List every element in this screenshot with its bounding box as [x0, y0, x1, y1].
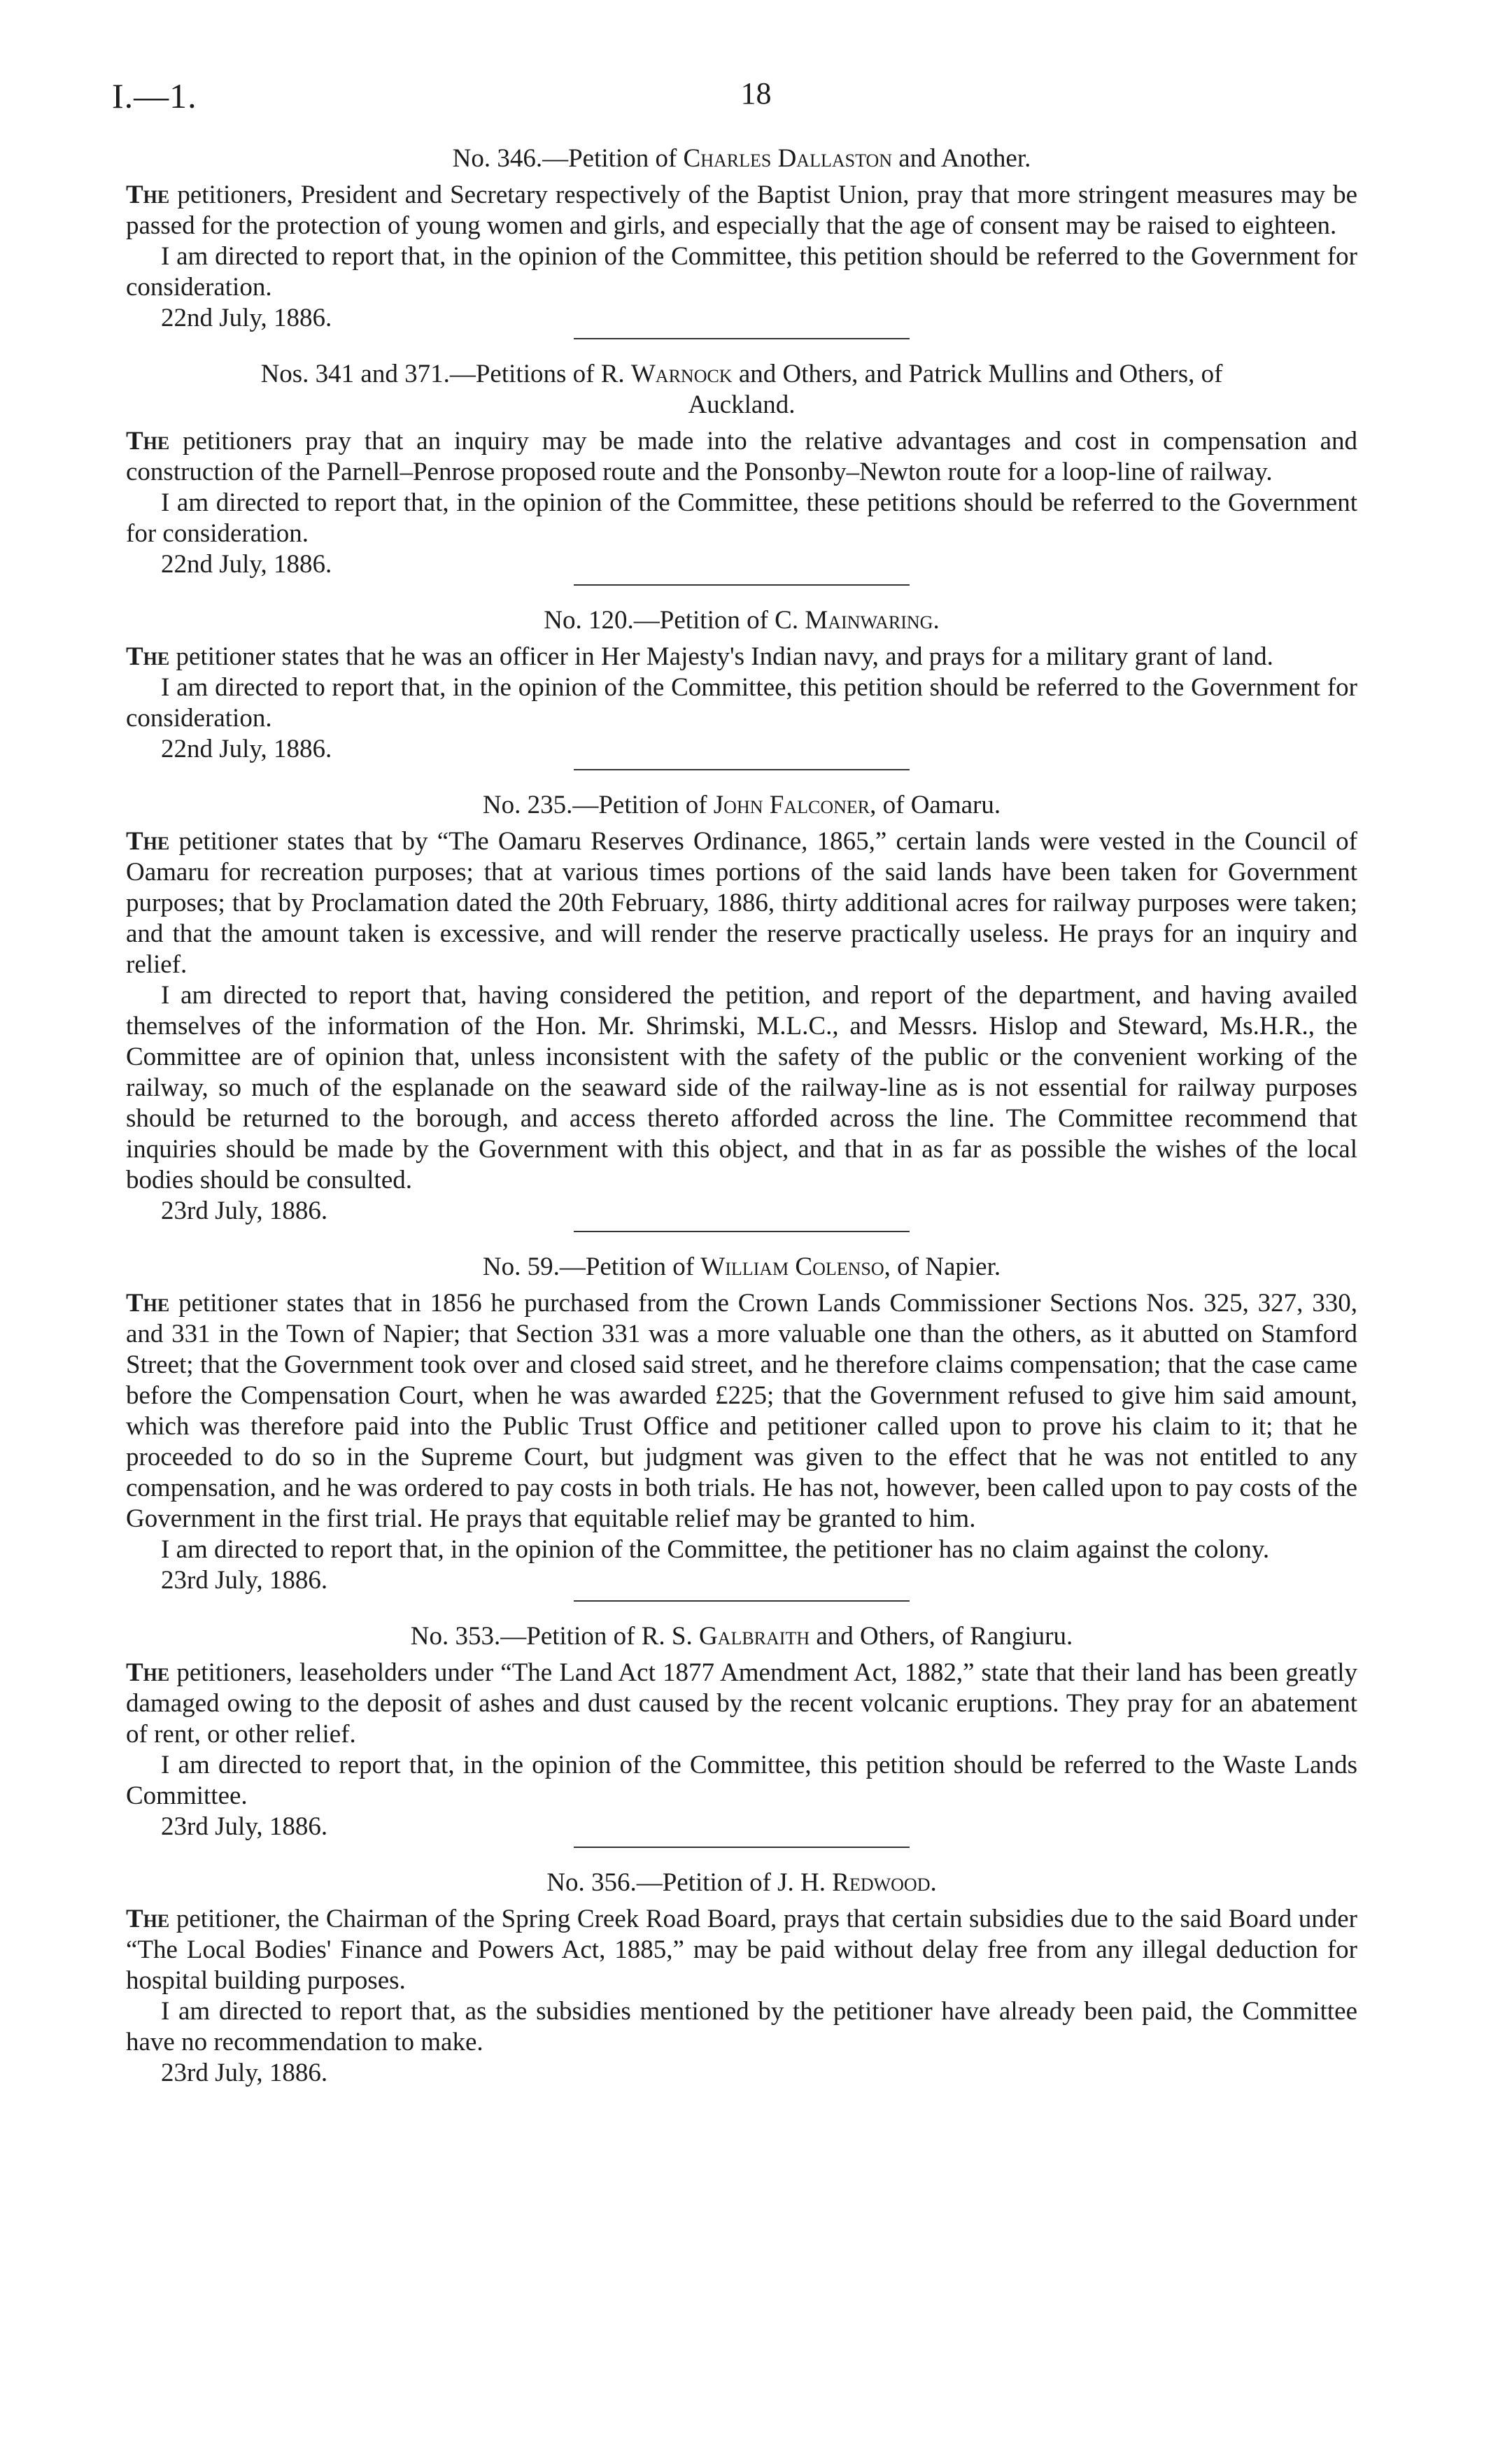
heading-line2: Auckland. [688, 390, 796, 419]
petition-entry [126, 1621, 1357, 1848]
statement-text: petitioner states that he was an officer in Her Majesty's Indian navy, and prays for a military grant of land. [169, 642, 1273, 671]
heading-prefix: No. 353.—Petition of R. S. [410, 1622, 699, 1651]
statement-text: petitioners, leaseholders under “The Land Act 1877 Amendment Act, 1882,” state that their land has been greatly damaged owing to the deposit of ashes and dust caused by the recent volcanic eruptions. They pray for an abatement of rent, or other relief. [126, 1658, 1357, 1749]
petition-entry [126, 143, 1357, 339]
committee-report: I am directed to report that, as the subsidies mentioned by the petitioner have already been paid, the Committee have no recommendation to make. [126, 1997, 1357, 2056]
petitions-body [126, 143, 1357, 2089]
heading-prefix: Nos. 341 and 371.—Petitions of R. [260, 360, 631, 388]
petition-entry [126, 359, 1357, 586]
page-number: 18 [740, 76, 772, 111]
petition-entry [126, 1252, 1357, 1602]
report-date: 23rd July, 1886. [161, 1566, 328, 1595]
lead-word: The [126, 181, 170, 209]
petition-statement [126, 1904, 1357, 1996]
petition-heading [126, 790, 1357, 821]
heading-prefix: No. 235.—Petition of [482, 791, 714, 819]
petition-statement [126, 1288, 1357, 1534]
petition-statement [126, 826, 1357, 980]
statement-text: petitioners, President and Secretary respectively of the Baptist Union, pray that more stringent measures may be passed for the protection of young women and girls, and especially that the age of consent may be raised to eighteen. [126, 181, 1357, 240]
report-date: 23rd July, 1886. [161, 2059, 328, 2087]
petition-entry [126, 605, 1357, 770]
lead-word: The [126, 1905, 170, 1933]
petitioner-name: Warnock [630, 360, 733, 388]
section-divider [574, 1231, 910, 1232]
committee-report: I am directed to report that, having considered the petition, and report of the department, and having availed themselves of the information of the Hon. Mr. Shrimski, M.L.C., and Messrs. Hislop and Steward, Ms.H.R., the Committee are of opinion that, unless inconsistent with the safety of the public or the convenient working of the railway, so much of the esplanade on the seaward side of the railway-line as is not essential for railway purposes should be returned to the borough, and access thereto afforded across the line. The Committee recommend that inquiries should be made by the Government with this object, and that in as far as possible the wishes of the local bodies should be consulted. [126, 981, 1357, 1194]
petition-heading [126, 605, 1357, 636]
committee-report: I am directed to report that, in the opinion of the Committee, this petition should be referred to the Government for consideration. [126, 242, 1357, 302]
petition-heading [126, 143, 1357, 174]
petitioner-name: Redwood [832, 1868, 931, 1897]
lead-word: The [126, 827, 170, 856]
petitioner-name: Charles Dallaston [683, 144, 893, 173]
petitioner-name: Galbraith [698, 1622, 810, 1651]
petition-entry [126, 1868, 1357, 2089]
petitioner-name: Mainwaring [805, 606, 933, 635]
petitioner-name: John Falconer [713, 791, 870, 819]
committee-report: I am directed to report that, in the opinion of the Committee, these petitions should be referred to the Government for consideration. [126, 488, 1357, 548]
lead-word: The [126, 1658, 170, 1687]
petition-heading [126, 1868, 1357, 1898]
section-divider [574, 338, 910, 339]
heading-suffix: , of Oamaru. [870, 791, 1001, 819]
lead-word: The [126, 1289, 170, 1318]
report-date: 22nd July, 1886. [161, 735, 332, 763]
committee-report: I am directed to report that, in the opinion of the Committee, this petition should be referred to the Government for consideration. [126, 673, 1357, 733]
committee-report: I am directed to report that, in the opinion of the Committee, the petitioner has no claim against the colony. [161, 1535, 1270, 1564]
statement-text: petitioner states that by “The Oamaru Reserves Ordinance, 1865,” certain lands were vested in the Council of Oamaru for recreation purposes; that at various times portions of the said lands have been taken for Government purposes; that by Proclamation dated the 20th February, 1886, thirty additional acres for railway purposes were taken; and that the amount taken is excessive, and will render the reserve practically useless. He prays for an inquiry and relief. [126, 827, 1357, 979]
document-reference: I.—1. [112, 76, 197, 115]
heading-suffix: , of Napier. [884, 1252, 1001, 1281]
section-divider [574, 584, 910, 586]
petition-entry [126, 790, 1357, 1232]
petition-statement [126, 1658, 1357, 1750]
section-divider [574, 1847, 910, 1848]
petition-heading [126, 1621, 1357, 1652]
petitioner-name: William Colenso [700, 1252, 884, 1281]
running-head [112, 76, 1400, 118]
heading-suffix: and Others, of Rangiuru. [810, 1622, 1073, 1651]
statement-text: petitioners pray that an inquiry may be made into the relative advantages and cost in compensation and construction of the Parnell–Penrose proposed route and the Ponsonby–Newton route for a loop-line of railway. [126, 427, 1357, 486]
petition-statement [126, 180, 1357, 241]
committee-report: I am directed to report that, in the opinion of the Committee, this petition should be referred to the Waste Lands Committee. [126, 1751, 1357, 1810]
lead-word: The [126, 427, 170, 456]
heading-prefix: No. 120.—Petition of C. [544, 606, 805, 635]
heading-prefix: No. 59.—Petition of [482, 1252, 701, 1281]
statement-text: petitioner states that in 1856 he purchased from the Crown Lands Commissioner Sections Nos. 325, 327, 330, and 331 in the Town of Napier; that Section 331 was a more valuable one than the others, as it abutted on Stamford Street; that the Government took over and closed said street, and he therefore claims compensation; that the case came before the Compensation Court, when he was awarded £225; that the Government refused to give him said amount, which was therefore paid into the Public Trust Office and petitioner called upon to prove his claim to it; that he proceeded to do so in the Supreme Court, but judgment was given to the effect that he was not entitled to any compensation, and he was ordered to pay costs in both trials. He has not, however, been called upon to pay costs of the Government in the first trial. He prays that equitable relief may be granted to him. [126, 1289, 1357, 1533]
lead-word: The [126, 642, 170, 671]
report-date: 23rd July, 1886. [161, 1812, 328, 1841]
heading-suffix: and Another. [892, 144, 1031, 173]
heading-suffix: . [933, 606, 940, 635]
petition-statement [126, 642, 1357, 672]
heading-prefix: No. 346.—Petition of [452, 144, 684, 173]
statement-text: petitioner, the Chairman of the Spring Creek Road Board, prays that certain subsidies due to the said Board under “The Local Bodies' Finance and Powers Act, 1885,” may be paid without delay free from any illegal deduction for hospital building purposes. [126, 1905, 1357, 1995]
petition-heading [126, 1252, 1357, 1283]
heading-suffix: and Others, and Patrick Mullins and Others, of [732, 360, 1223, 388]
report-date: 22nd July, 1886. [161, 304, 332, 332]
section-divider [574, 1600, 910, 1602]
petition-heading [126, 359, 1357, 390]
petition-statement [126, 426, 1357, 488]
report-date: 23rd July, 1886. [161, 1197, 328, 1225]
heading-prefix: No. 356.—Petition of J. H. [546, 1868, 833, 1897]
section-divider [574, 769, 910, 770]
report-date: 22nd July, 1886. [161, 550, 332, 579]
heading-suffix: . [930, 1868, 937, 1897]
